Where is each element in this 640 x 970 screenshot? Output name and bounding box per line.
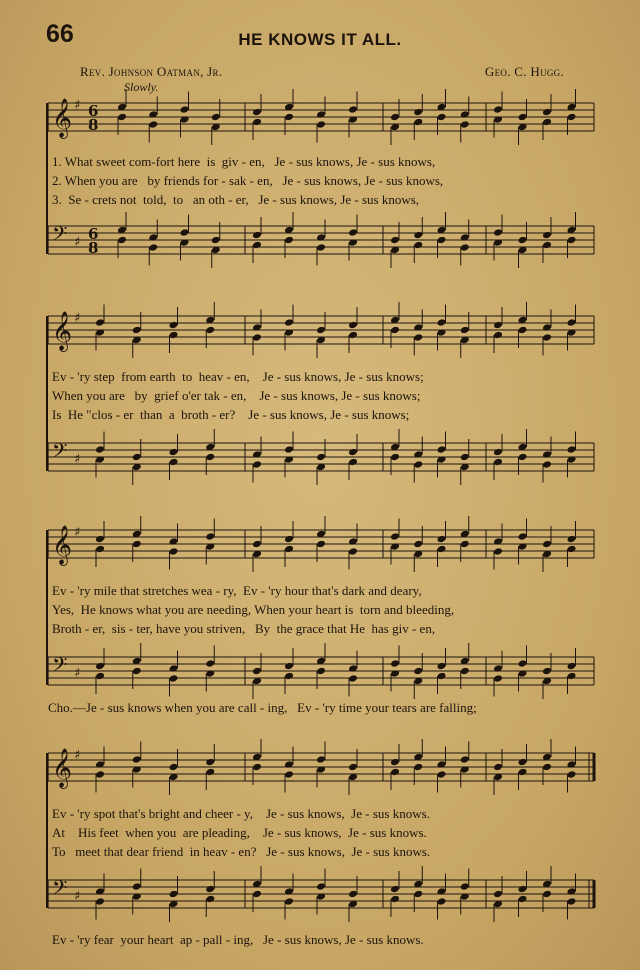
note-head (493, 331, 503, 340)
sharp-icon: ♯ (74, 98, 81, 113)
lyric-line: At His feet when you are pleading, Je - sus knows, Je - sus knows. (52, 825, 427, 840)
note-head (567, 672, 577, 681)
note-head (493, 763, 503, 772)
note-head (390, 895, 400, 904)
note-head (148, 120, 158, 129)
note-head (211, 113, 221, 122)
note-head (205, 326, 215, 335)
note-head (518, 659, 528, 668)
note-head (437, 545, 447, 554)
note-head (169, 890, 179, 899)
note-head (518, 532, 528, 541)
bass-clef-icon: 𝄢 (52, 876, 68, 904)
note-head (95, 770, 105, 779)
note-head (169, 321, 179, 330)
note-head (413, 890, 423, 899)
note-head (542, 890, 552, 899)
lyric-line: Yes, He knows what you are needing, When your heart is torn and bleeding, (52, 602, 455, 617)
note-head (493, 674, 503, 683)
treble-clef-icon: 𝄞 (52, 748, 73, 788)
note-head (437, 662, 447, 671)
lyric-line: 2. When you are by friends for - sak - en, Je - sus knows, Je - sus knows, (52, 173, 444, 188)
note-head (205, 768, 215, 777)
note-head (460, 243, 470, 252)
note-head (413, 333, 423, 342)
note-head (284, 662, 294, 671)
note-head (316, 540, 326, 549)
note-head (460, 667, 470, 676)
note-head (437, 318, 447, 327)
note-head (205, 453, 215, 462)
note-head (148, 243, 158, 252)
note-head (169, 547, 179, 556)
note-head (542, 540, 552, 549)
note-head (390, 326, 400, 335)
note-head (316, 667, 326, 676)
note-head (284, 236, 294, 245)
note-head (316, 453, 326, 462)
note-head (390, 659, 400, 668)
note-head (460, 453, 470, 462)
note-head (390, 453, 400, 462)
note-head (132, 540, 142, 549)
sharp-icon: ♯ (74, 889, 81, 904)
time-signature-denominator: 8 (88, 239, 99, 257)
note-head (316, 326, 326, 335)
note-head (493, 228, 503, 237)
note-head (169, 763, 179, 772)
note-head (542, 231, 552, 240)
composer-credit: Geo. C. Hugg. (484, 64, 564, 79)
time-signature-numerator: 6 (88, 225, 99, 243)
note-head (542, 108, 552, 117)
note-head (132, 326, 142, 335)
note-head (518, 113, 528, 122)
note-head (542, 333, 552, 342)
note-head (348, 228, 358, 237)
treble-clef-icon: 𝄞 (52, 98, 73, 138)
note-head (132, 453, 142, 462)
note-head (460, 882, 470, 891)
note-head (95, 545, 105, 554)
note-head (348, 458, 358, 467)
note-head (390, 113, 400, 122)
note-head (95, 445, 105, 454)
note-head (252, 333, 262, 342)
note-head (284, 672, 294, 681)
note-head (348, 331, 358, 340)
sharp-icon: ♯ (74, 525, 81, 540)
note-head (518, 768, 528, 777)
lyric-line: To meet that dear friend in heav - en? Je - sus knows, Je - sus knows. (52, 844, 431, 859)
note-head (567, 535, 577, 544)
note-head (518, 326, 528, 335)
note-head (567, 662, 577, 671)
bass-clef-icon: 𝄢 (52, 222, 68, 250)
note-head (211, 236, 221, 245)
note-head (542, 241, 552, 250)
sharp-icon: ♯ (74, 452, 81, 467)
sharp-icon: ♯ (74, 311, 81, 326)
sharp-icon: ♯ (74, 748, 81, 763)
note-head (316, 882, 326, 891)
lyric-line: Ev - 'ry spot that's bright and cheer - y, Je - sus knows, Je - sus knows. (52, 806, 430, 821)
note-head (132, 755, 142, 764)
note-head (284, 318, 294, 327)
note-head (284, 897, 294, 906)
lyric-line: Is He "clos - er than a broth - er? Je - sus knows, Je - sus knows; (52, 407, 410, 422)
note-head (348, 448, 358, 457)
note-head (542, 118, 552, 127)
treble-clef-icon: 𝄞 (52, 311, 73, 351)
note-head (493, 890, 503, 899)
note-head (252, 108, 262, 117)
note-head (518, 236, 528, 245)
note-head (437, 672, 447, 681)
note-head (390, 532, 400, 541)
note-head (284, 113, 294, 122)
note-head (348, 890, 358, 899)
time-signature-numerator: 6 (88, 102, 99, 120)
note-head (95, 672, 105, 681)
note-head (252, 667, 262, 676)
note-head (518, 758, 528, 767)
note-head (95, 535, 105, 544)
note-head (348, 763, 358, 772)
note-head (252, 231, 262, 240)
note-head (518, 885, 528, 894)
bass-clef-icon: 𝄢 (52, 439, 68, 467)
note-head (284, 445, 294, 454)
chorus-lyric-line: Cho.—Je - sus knows when you are call - ing, Ev - 'ry time your tears are falling; (48, 700, 477, 715)
chorus-lyric-line: Ev - 'ry fear your heart ap - pall - ing, Je - sus knows, Je - sus knows. (52, 932, 424, 947)
note-head (437, 770, 447, 779)
note-head (117, 236, 127, 245)
note-head (132, 882, 142, 891)
note-head (169, 674, 179, 683)
note-head (348, 321, 358, 330)
note-head (413, 241, 423, 250)
note-head (413, 118, 423, 127)
lyric-line: 3. Se - crets not told, to an oth - er, Je - sus knows, Je - sus knows, (52, 192, 420, 207)
note-head (95, 662, 105, 671)
note-head (252, 118, 262, 127)
note-head (252, 241, 262, 250)
note-head (542, 460, 552, 469)
time-signature-denominator: 8 (88, 116, 99, 134)
note-head (348, 674, 358, 683)
note-head (493, 458, 503, 467)
tempo-marking: Slowly. (124, 80, 159, 94)
note-head (413, 763, 423, 772)
note-head (542, 763, 552, 772)
note-head (95, 318, 105, 327)
sharp-icon: ♯ (74, 666, 81, 681)
note-head (284, 535, 294, 544)
lyricist-credit: Rev. Johnson Oatman, Jr. (80, 64, 223, 79)
note-head (252, 540, 262, 549)
note-head (390, 768, 400, 777)
note-head (567, 770, 577, 779)
note-head (567, 318, 577, 327)
note-head (493, 547, 503, 556)
note-head (252, 763, 262, 772)
note-head (348, 547, 358, 556)
hymn-title: HE KNOWS IT ALL. (238, 30, 402, 49)
page-number: 66 (46, 20, 74, 48)
note-head (460, 120, 470, 129)
note-head (252, 890, 262, 899)
lyric-line: Broth - er, sis - ter, have you striven, By the grace that He has giv - en, (52, 621, 436, 636)
note-head (95, 897, 105, 906)
note-head (437, 535, 447, 544)
note-head (493, 448, 503, 457)
note-head (413, 231, 423, 240)
note-head (180, 105, 190, 114)
lyric-line: 1. What sweet com-fort here is giv - en, Je - sus knows, Je - sus knows, (52, 154, 436, 169)
note-head (460, 326, 470, 335)
note-head (180, 228, 190, 237)
note-head (518, 895, 528, 904)
note-head (437, 113, 447, 122)
note-head (169, 458, 179, 467)
treble-clef-icon: 𝄞 (52, 525, 73, 565)
note-head (493, 321, 503, 330)
note-head (390, 885, 400, 894)
note-head (205, 758, 215, 767)
note-head (117, 113, 127, 122)
note-head (413, 460, 423, 469)
note-head (316, 243, 326, 252)
note-head (205, 532, 215, 541)
lyric-line: Ev - 'ry step from earth to heav - en, Je - sus knows, Je - sus knows; (52, 369, 424, 384)
note-head (205, 885, 215, 894)
note-head (437, 236, 447, 245)
note-head (205, 895, 215, 904)
note-head (567, 113, 577, 122)
note-head (169, 331, 179, 340)
note-head (460, 755, 470, 764)
lyric-line: When you are by grief o'er tak - en, Je - sus knows, Je - sus knows; (52, 388, 421, 403)
note-head (252, 460, 262, 469)
note-head (205, 659, 215, 668)
note-head (390, 758, 400, 767)
note-head (437, 897, 447, 906)
note-head (567, 236, 577, 245)
note-head (493, 105, 503, 114)
bass-clef-icon: 𝄢 (52, 653, 68, 681)
note-head (567, 445, 577, 454)
lyric-line: Ev - 'ry mile that stretches wea - ry, Ev - 'ry hour that's dark and deary, (52, 583, 422, 598)
note-head (567, 897, 577, 906)
note-head (413, 667, 423, 676)
note-head (284, 770, 294, 779)
note-head (390, 236, 400, 245)
note-head (284, 545, 294, 554)
note-head (437, 445, 447, 454)
note-head (316, 755, 326, 764)
note-head (132, 667, 142, 676)
note-head (316, 120, 326, 129)
note-head (413, 540, 423, 549)
note-head (348, 105, 358, 114)
note-head (460, 540, 470, 549)
note-head (567, 545, 577, 554)
note-head (413, 108, 423, 117)
note-head (518, 453, 528, 462)
note-head (169, 448, 179, 457)
note-head (542, 667, 552, 676)
sharp-icon: ♯ (74, 235, 81, 250)
